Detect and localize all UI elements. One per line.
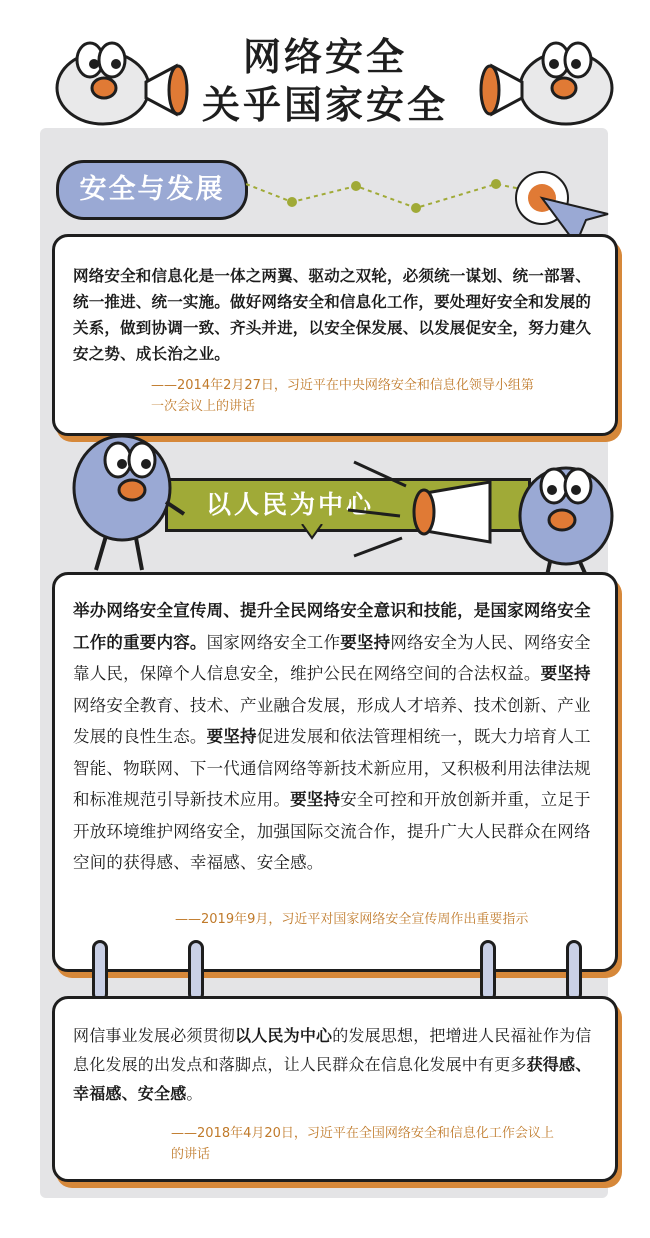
quote-source-1-line2: 一次会议上的讲话 (151, 399, 256, 414)
quote-source-3 (171, 1123, 607, 1165)
quote-2-text-4: 促进发展和依法管理相统一，既大力培育人工智能、物联网、下一代通信网络等新技术新应用，又积极利用法律法规和标准规范引导新技术应用。 (73, 727, 591, 809)
binder-ring (92, 940, 108, 1002)
binder-ring (566, 940, 582, 1002)
quote-card-2 (52, 572, 618, 972)
quote-card-3 (52, 996, 618, 1182)
quote-2-bold-2: 要坚持 (340, 632, 391, 652)
quote-source-3-line1: ——2018年4月20日，习近平在全国网络安全和信息化工作会议上 (171, 1126, 554, 1141)
quote-3-bold-2: 获得感、幸福感、安全感 (73, 1055, 592, 1103)
quote-text-1: 网络安全和信息化是一体之两翼、驱动之双轮，必须统一谋划、统一部署、统一推进、统一实施。做好网络安全和信息化工作，要处理好安全和发展的关系，做到协调一致、齐头并进，以安全保发展、以发展促安全，努力建久安之势、成长治之业。 (73, 267, 592, 363)
quote-card-1 (52, 234, 618, 436)
page-title-line2: 关乎国家安全 (201, 83, 448, 127)
quote-2-bold-1: 举办网络安全宣传周、提升全民网络安全意识和技能，是国家网络安全工作的重要内容。 (73, 601, 591, 652)
binder-ring (480, 940, 496, 1002)
quote-3-text-1: 网信事业发展必须贯彻 (73, 1026, 236, 1045)
quote-source-2: ——2019年9月，习近平对国家网络安全宣传周作出重要指示 (175, 912, 529, 927)
quote-2-text-2: 网络安全为人民、网络安全靠人民，保障个人信息安全，维护公民在网络空间的合法权益。 (73, 632, 591, 683)
quote-2-bold-4: 要坚持 (206, 727, 257, 746)
quote-source-1-line1: ——2014年2月27日，习近平在中央网络安全和信息化领导小组第 (151, 378, 534, 393)
section-tag-security-development: 安全与发展 (56, 160, 248, 220)
quote-2-text-3: 网络安全教育、技术、产业融合发展，形成人才培养、技术创新、产业发展的良性生态。 (73, 695, 591, 746)
quote-source-3-line2: 的讲话 (171, 1147, 211, 1162)
quote-2-text-5: 安全可控和开放创新并重，立足于开放环境维护网络安全，加强国际交流合作，提升广大人民群众在网络空间的获得感、幸福感、安全感。 (73, 790, 591, 872)
page-title-line1: 网络安全 (242, 35, 407, 79)
quote-text-2 (73, 595, 605, 879)
section-tag-people-centered: 以人民为中心 (165, 478, 531, 532)
quote-2-bold-3: 要坚持 (540, 664, 591, 683)
quote-2-bold-5: 要坚持 (290, 790, 341, 809)
quote-2-text-1: 国家网络安全工作 (206, 632, 341, 652)
quote-3-text-2: 的发展思想，把增进人民福祉作为信息化发展的出发点和落脚点，让人民群众在信息化发展中有更多 (73, 1026, 592, 1074)
binder-ring (188, 940, 204, 1002)
mascot-right-banner (340, 446, 620, 586)
quote-text-3 (73, 1021, 605, 1108)
banner-pointer (300, 524, 324, 542)
quote-3-bold-1: 以人民为中心 (235, 1026, 333, 1045)
quote-3-text-3: 。 (186, 1084, 203, 1103)
mascot-left-banner (66, 418, 186, 576)
quote-source-1 (151, 375, 601, 417)
